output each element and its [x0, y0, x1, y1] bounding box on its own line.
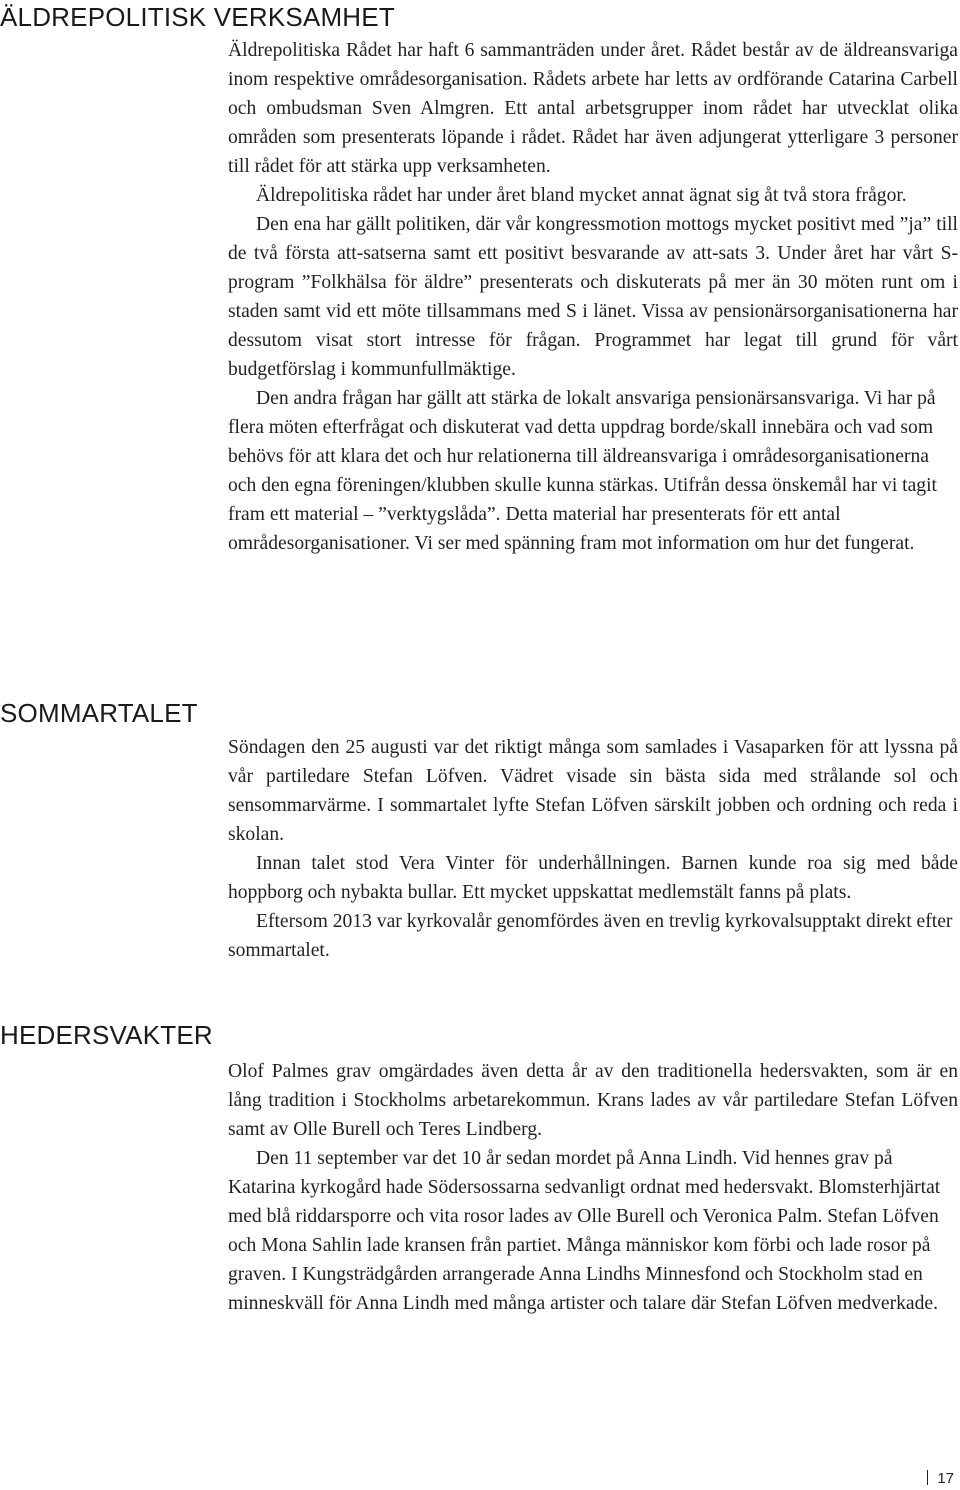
paragraph: Äldrepolitiska rådet har under året bland mycket annat ägnat sig åt två stora frågor. [256, 185, 907, 206]
paragraph: Eftersom 2013 var kyrkovalår genomfördes även en trevlig kyrkovalsupptakt direkt efter sommartalet. [228, 911, 953, 961]
section-heading-hedersvakter: HEDERSVAKTER [0, 1020, 213, 1050]
section-heading-sommartalet: SOMMARTALET [0, 698, 198, 728]
section-heading-aldrepolitisk: ÄLDREPOLITISK VERKSAMHET [0, 2, 395, 32]
paragraph: Söndagen den 25 augusti var det riktigt många som samlades i Vasaparken för att lyssna på vår partiledare Stefan Löfven. Vädret visade sin bästa sida med strålande sol och sensommarvärme. I sommartalet lyfte Stefan Löfven särskilt jobben och ordning och reda i skolan. [228, 737, 958, 845]
paragraph: Olof Palmes grav omgärdades även detta år av den traditionella hedersvakten, som är en lång tradition i Stockholms arbetarekommun. Krans lades av vår partiledare Stefan Löfven samt av Olle Burell och Teres Lindberg. [228, 1061, 958, 1140]
section-body-sommartalet [228, 733, 958, 965]
section-body-hedersvakter [228, 1057, 958, 1318]
page-number-divider [927, 1470, 928, 1485]
paragraph: Äldrepolitiska Rådet har haft 6 sammanträden under året. Rådet består av de äldreansvariga inom respektive områdesorganisation. Rådets arbete har letts av ordförande Catarina Carbell och ombudsman Sven Almgren. Ett antal arbetsgrupper inom rådet har utvecklat olika områden som presenterats löpande i rådet. Rådet har även adjungerat ytterligare 3 personer till rådet för att stärka upp verksamheten. [228, 40, 958, 177]
page-number [927, 1470, 954, 1488]
section-body-aldrepolitisk [228, 36, 958, 558]
paragraph: Innan talet stod Vera Vinter för underhållningen. Barnen kunde roa sig med både hoppborg och nybakta bullar. Ett mycket uppskattat medlemstält fanns på plats. [228, 853, 958, 903]
paragraph: Den ena har gällt politiken, där vår kongressmotion mottogs mycket positivt med ”ja” till de två första att-satserna samt ett positivt besvarande av att-sats 3. Under året har vårt S-program ”Folkhälsa för äldre” presenterats och diskuterats på mer än 30 möten runt om i staden samt vid ett möte tillsammans med S i länet. Vissa av pensionärsorganisationerna har dessutom visat stort intresse för frågan. Programmet har legat till grund för vårt budgetförslag i kommunfullmäktige. [228, 214, 958, 380]
paragraph: Den 11 september var det 10 år sedan mordet på Anna Lindh. Vid hennes grav på Katarina kyrkogård hade Södersossarna sedvanligt ordnat med hedersvakt. Blomsterhjärtat med blå riddarsporre och vita rosor lades av Olle Burell och Veronica Palm. Stefan Löfven och Mona Sahlin lade kransen från partiet. Många människor kom förbi och lade rosor på graven. I Kungsträdgården arrangerade Anna Lindhs Minnesfond och Stockholm stad en minneskväll för Anna Lindh med många artister och talare där Stefan Löfven medverkade. [228, 1148, 941, 1314]
page-number-value: 17 [937, 1470, 954, 1487]
paragraph: Den andra frågan har gällt att stärka de lokalt ansvariga pensionärsansvariga. Vi har på flera möten efterfrågat och diskuterat vad detta uppdrag borde/skall innebära och vad som behövs för att klara det och hur relationerna till äldreansvariga i områdesorganisationerna och den egna föreningen/klubben skulle kunna stärkas. Utifrån dessa önskemål har vi tagit fram ett material – ”verktygslåda”. Detta material har presenterats för ett antal områdesorganisationer. Vi ser med spänning fram mot information om hur det fungerat. [228, 388, 937, 554]
